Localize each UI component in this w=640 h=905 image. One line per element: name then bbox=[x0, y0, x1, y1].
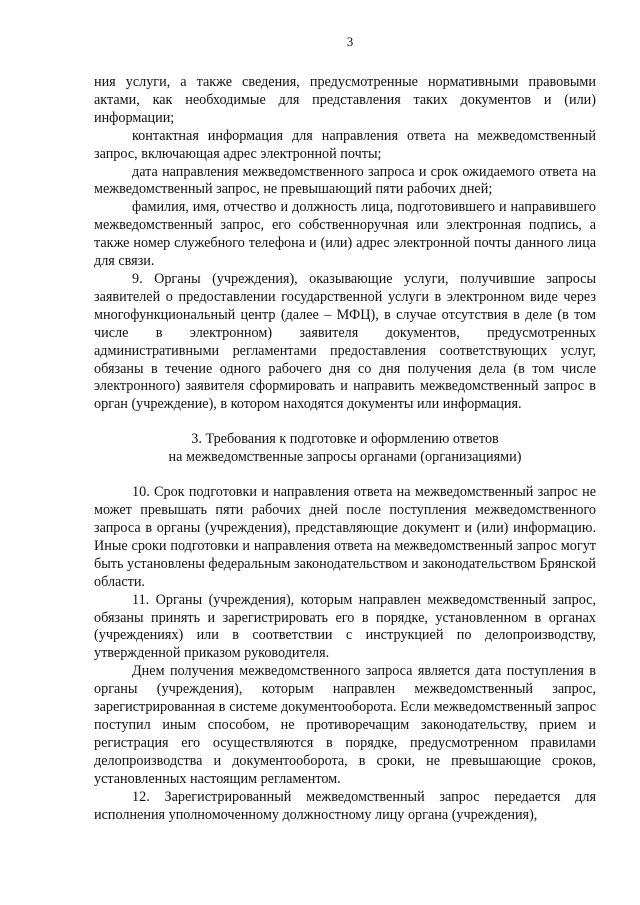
document-body bbox=[94, 74, 596, 824]
paragraph: контактная информация для направления ответа на межведомственный запрос, включающая адрес электронной почты; bbox=[94, 127, 596, 162]
paragraph: 9. Органы (учреждения), оказывающие услуги, получившие запросы заявителей о предоставлении государственной услуги в электронном виде через многофункциональный центр (далее – МФЦ), в случае отсутствия в деле (в том числе в электронном) заявителя документов, предусмотренных административными регламентами предоставления соответствующих услуг, обязаны в течение одного рабочего дня со дня получения дела (в том числе электронного) заявителя сформировать и направить межведомственный запрос в орган (учреждение), в котором находятся документы или информация. bbox=[94, 270, 596, 413]
paragraph: 12. Зарегистрированный межведомственный запрос передается для исполнения уполномоченному должностному лицу органа (учреждения), bbox=[94, 788, 596, 823]
section-heading-line: 3. Требования к подготовке и оформлению ответов bbox=[191, 431, 499, 448]
section-heading bbox=[94, 430, 596, 466]
paragraph: фамилия, имя, отчество и должность лица, подготовившего и направившего межведомственный запрос, его собственноручная или электронная подпись, а также номер служебного телефона и (или) адрес электронной почты данного лица для связи. bbox=[94, 199, 596, 270]
page-number: 3 bbox=[346, 34, 354, 49]
paragraph: Днем получения межведомственного запроса является дата поступления в органы (учреждения), которым направлен межведомственный запрос, зарегистрированная в системе документооборота. Если межведомственный запрос поступил иным способом, не противоречащим законодательству, прием и регистрация его осуществляются в порядке, предусмотренном правилами делопроизводства и документооборота, в сроки, не превышающие сроков, установленных настоящим регламентом. bbox=[94, 663, 596, 787]
paragraph: дата направления межведомственного запроса и срок ожидаемого ответа на межведомственный запрос, не превышающий пяти рабочих дней; bbox=[94, 163, 596, 198]
paragraph: 11. Органы (учреждения), которым направлен межведомственный запрос, обязаны принять и зарегистрировать его в порядке, установленном в органах (учреждениях) или в соответствии с инструкцией по делопроизводству, утвержденной приказом руководителя. bbox=[94, 591, 596, 662]
paragraph: 10. Срок подготовки и направления ответа на межведомственный запрос не может превышать пяти рабочих дней после поступления межведомственного запроса в органы (учреждения), представляющие документ и (или) информацию. Иные сроки подготовки и направления ответа на межведомственный запрос могут быть установлены федеральным законодательством и законодательством Брянской области. bbox=[94, 484, 596, 590]
section-heading-line: на межведомственные запросы органами (организациями) bbox=[168, 449, 522, 466]
paragraph: ния услуги, а также сведения, предусмотренные нормативными правовыми актами, как необходимые для представления таких документов и (или) информации; bbox=[94, 74, 596, 126]
